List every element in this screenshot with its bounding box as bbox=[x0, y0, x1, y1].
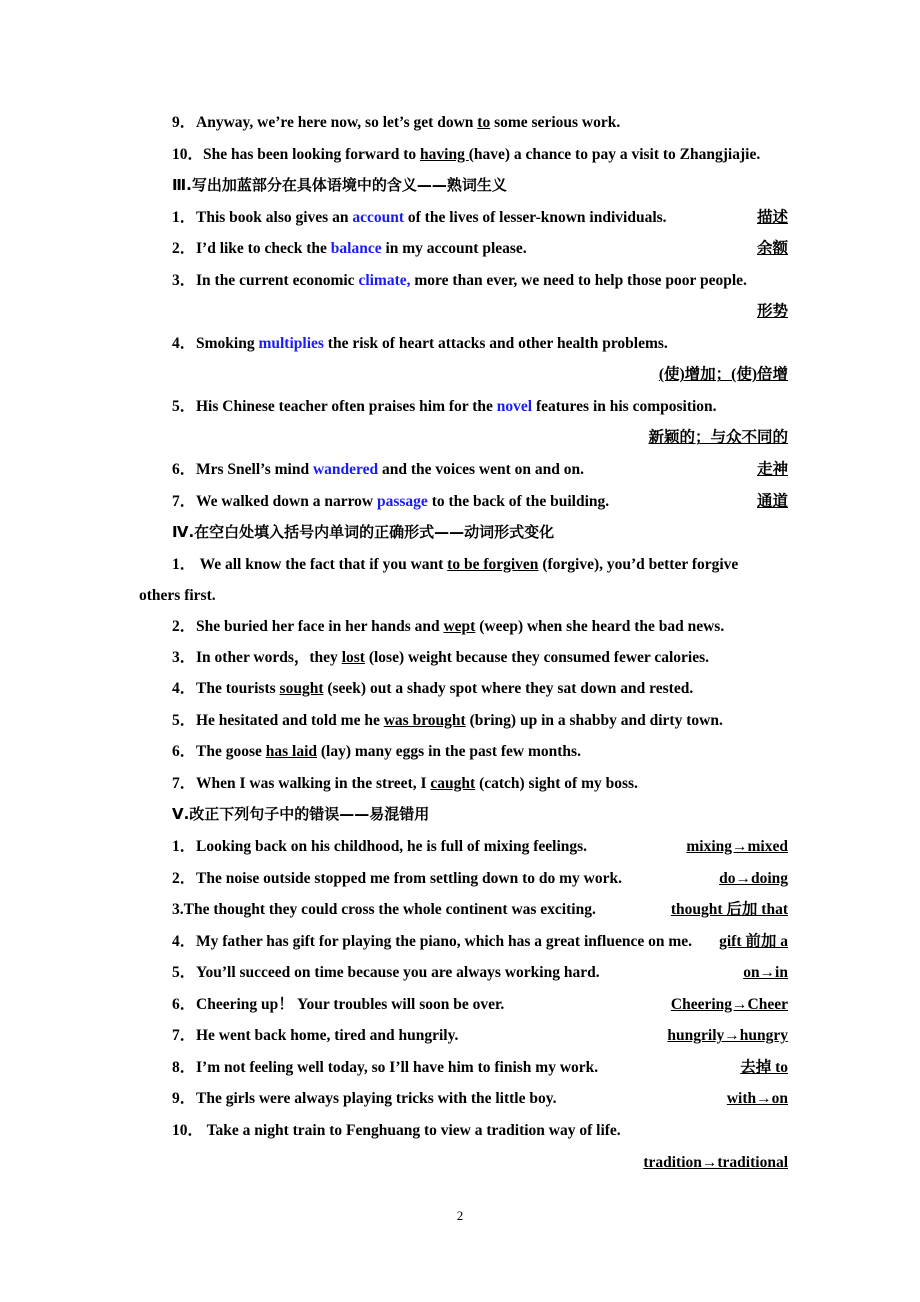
sentence-text: The tourists bbox=[196, 680, 280, 698]
exercise-item bbox=[172, 107, 788, 139]
exercise-item bbox=[172, 549, 788, 581]
item-number: 6． bbox=[172, 461, 196, 479]
exercise-item bbox=[172, 989, 788, 1021]
filled-answer: wept bbox=[443, 617, 476, 635]
answer: gift 前加 a bbox=[719, 932, 788, 950]
exercise-item bbox=[172, 265, 788, 297]
sentence-text: I’d like to check the bbox=[196, 240, 331, 258]
answer: 余额 bbox=[756, 240, 788, 258]
exercise-item bbox=[172, 486, 788, 518]
highlighted-word: novel bbox=[496, 397, 533, 415]
item-number: 3． bbox=[172, 271, 196, 289]
sentence-text: (seek) out a shady spot where they sat down and rested. bbox=[323, 680, 694, 698]
sentence-text: The noise outside stopped me from settling down to do my work. bbox=[196, 869, 622, 887]
sentence-text: features in his composition. bbox=[532, 397, 717, 415]
sentence-text: We all know the fact that if you want bbox=[196, 555, 448, 573]
answer: 走神 bbox=[756, 461, 788, 479]
highlighted-word: passage bbox=[377, 492, 428, 510]
answer-line bbox=[172, 296, 788, 328]
item-number: 1． bbox=[172, 555, 196, 573]
item-number: 9． bbox=[172, 114, 196, 131]
answer: thought 后加 that bbox=[670, 901, 788, 919]
item-number: 7． bbox=[172, 774, 196, 792]
item-number: 10． bbox=[172, 145, 204, 163]
answer: 描述 bbox=[756, 208, 788, 226]
filled-answer: to be forgiven bbox=[447, 555, 539, 573]
sentence-text: When I was walking in the street, I bbox=[196, 774, 431, 792]
item-number: 6． bbox=[172, 995, 196, 1013]
filled-answer: has laid bbox=[265, 743, 318, 761]
sentence-text: Anyway, we’re here now, so let’s get down bbox=[196, 114, 478, 131]
answer: with→on bbox=[726, 1090, 788, 1108]
highlighted-word: wandered bbox=[312, 461, 379, 479]
sentence-text: more than ever, we need to help those poor people. bbox=[410, 271, 747, 289]
sentence-text: In other words，they bbox=[196, 648, 342, 666]
sentence-text: and the voices went on and on. bbox=[378, 461, 584, 479]
answer: on→in bbox=[743, 964, 788, 982]
sentence-text: In the current economic bbox=[196, 271, 359, 289]
sentence-text: The girls were always playing tricks with the little boy. bbox=[196, 1090, 557, 1108]
sentence-text: I’m not feeling well today, so I’ll have him to finish my work. bbox=[196, 1058, 599, 1076]
highlighted-word: account bbox=[352, 208, 405, 226]
exercise-item bbox=[172, 831, 788, 863]
exercise-item bbox=[172, 1052, 788, 1084]
sentence-text: others first. bbox=[139, 587, 216, 605]
answer: 形势 bbox=[756, 303, 788, 321]
exercise-item bbox=[172, 642, 788, 674]
answer-line bbox=[172, 422, 788, 454]
exercise-item bbox=[172, 139, 788, 171]
sentence-text: We walked down a narrow bbox=[196, 492, 377, 510]
item-number: 10． bbox=[172, 1121, 204, 1139]
filled-answer: having bbox=[420, 145, 469, 163]
exercise-item bbox=[172, 957, 788, 989]
exercise-item bbox=[172, 673, 788, 705]
item-number: 4． bbox=[172, 334, 196, 352]
sentence-text: in my account please. bbox=[381, 240, 527, 258]
answer: Cheering→Cheer bbox=[670, 995, 788, 1013]
highlighted-word: climate, bbox=[358, 271, 411, 289]
sentence-text: He went back home, tired and hungrily. bbox=[196, 1027, 459, 1045]
item-number: 1． bbox=[172, 208, 196, 226]
wrapped-line bbox=[139, 580, 788, 612]
sentence-text: of the lives of lesser-known individuals. bbox=[404, 208, 667, 226]
item-number: 2． bbox=[172, 617, 196, 635]
sentence-text: She has been looking forward to bbox=[203, 145, 421, 163]
item-number: 8． bbox=[172, 1058, 196, 1076]
item-number: 4． bbox=[172, 680, 196, 698]
sentence-text: (have) a chance to pay a visit to Zhangjiajie. bbox=[468, 145, 761, 163]
sentence-text: (lay) many eggs in the past few months. bbox=[317, 743, 581, 761]
filled-answer: caught bbox=[430, 774, 476, 792]
exercise-item bbox=[172, 233, 788, 265]
section-heading: Ⅳ.在空白处填入括号内单词的正确形式——动词形式变化 bbox=[172, 523, 555, 542]
answer-line bbox=[172, 359, 788, 391]
page-number: 2 bbox=[456, 1208, 464, 1223]
exercise-item bbox=[172, 391, 788, 423]
sentence-text: Smoking bbox=[196, 334, 259, 352]
filled-answer: was brought bbox=[383, 711, 466, 729]
item-number: 4． bbox=[172, 932, 196, 950]
exercise-item bbox=[172, 1083, 788, 1115]
section-heading: Ⅲ.写出加蓝部分在具体语境中的含义——熟词生义 bbox=[172, 176, 507, 195]
exercise-item bbox=[172, 768, 788, 800]
item-number: 2． bbox=[172, 869, 196, 887]
item-number: 1． bbox=[172, 838, 196, 856]
sentence-text: (weep) when she heard the bad news. bbox=[475, 617, 725, 635]
sentence-text: 3.The thought they could cross the whole continent was exciting. bbox=[172, 901, 596, 919]
answer: 新颖的；与众不同的 bbox=[648, 429, 788, 447]
sentence-text: Mrs Snell’s mind bbox=[196, 461, 313, 479]
item-number: 3． bbox=[172, 648, 196, 666]
exercise-item bbox=[172, 454, 788, 486]
exercise-item bbox=[172, 328, 788, 360]
answer: (使)增加；(使)倍增 bbox=[658, 366, 788, 384]
exercise-item bbox=[172, 863, 788, 895]
item-number: 7． bbox=[172, 492, 196, 510]
item-number: 5． bbox=[172, 397, 196, 415]
item-number: 5． bbox=[172, 711, 196, 729]
section-heading: Ⅴ.改正下列句子中的错误——易混错用 bbox=[172, 805, 430, 824]
filled-answer: lost bbox=[341, 648, 365, 666]
answer: tradition→traditional bbox=[643, 1153, 788, 1171]
exercise-item bbox=[172, 894, 788, 926]
sentence-text: (forgive), you’d better forgive bbox=[538, 555, 739, 573]
item-number: 9． bbox=[172, 1090, 196, 1108]
exercise-item bbox=[172, 1115, 788, 1147]
sentence-text: (bring) up in a shabby and dirty town. bbox=[465, 711, 723, 729]
highlighted-word: balance bbox=[330, 240, 382, 258]
exercise-item bbox=[172, 705, 788, 737]
sentence-text: Looking back on his childhood, he is full of mixing feelings. bbox=[196, 838, 588, 856]
item-number: 2． bbox=[172, 240, 196, 258]
sentence-text: You’ll succeed on time because you are always working hard. bbox=[196, 964, 600, 982]
answer: 通道 bbox=[756, 492, 788, 510]
answer: mixing→mixed bbox=[686, 838, 788, 856]
item-number: 6． bbox=[172, 743, 196, 761]
answer: hungrily→hungry bbox=[667, 1027, 788, 1045]
filled-answer: sought bbox=[279, 680, 324, 698]
exercise-item bbox=[172, 926, 788, 958]
highlighted-word: multiplies bbox=[258, 334, 324, 352]
answer: do→doing bbox=[719, 869, 788, 887]
sentence-text: (lose) weight because they consumed fewer calories. bbox=[364, 648, 710, 666]
exercise-item bbox=[172, 202, 788, 234]
sentence-text: (catch) sight of my boss. bbox=[475, 774, 638, 792]
sentence-text: Take a night train to Fenghuang to view a tradition way of life. bbox=[203, 1121, 621, 1139]
sentence-text: She buried her face in her hands and bbox=[196, 617, 444, 635]
sentence-text: to the back of the building. bbox=[427, 492, 610, 510]
filled-answer: to bbox=[477, 114, 491, 131]
sentence-text: Cheering up！ Your troubles will soon be over. bbox=[196, 995, 505, 1013]
exercise-item bbox=[172, 1020, 788, 1052]
sentence-text: This book also gives an bbox=[196, 208, 353, 226]
sentence-text: He hesitated and told me he bbox=[196, 711, 384, 729]
item-number: 5． bbox=[172, 964, 196, 982]
sentence-text: some serious work. bbox=[490, 114, 621, 131]
exercise-item bbox=[172, 736, 788, 768]
item-number: 7． bbox=[172, 1027, 196, 1045]
document-body bbox=[139, 107, 788, 1178]
sentence-text: His Chinese teacher often praises him for the bbox=[196, 397, 497, 415]
sentence-text: My father has gift for playing the piano, which has a great influence on me. bbox=[196, 932, 693, 950]
answer: 去掉 to bbox=[740, 1058, 788, 1076]
sentence-text: the risk of heart attacks and other health problems. bbox=[323, 334, 668, 352]
answer-line bbox=[172, 1147, 788, 1179]
exercise-item bbox=[172, 612, 788, 642]
sentence-text: The goose bbox=[196, 743, 266, 761]
